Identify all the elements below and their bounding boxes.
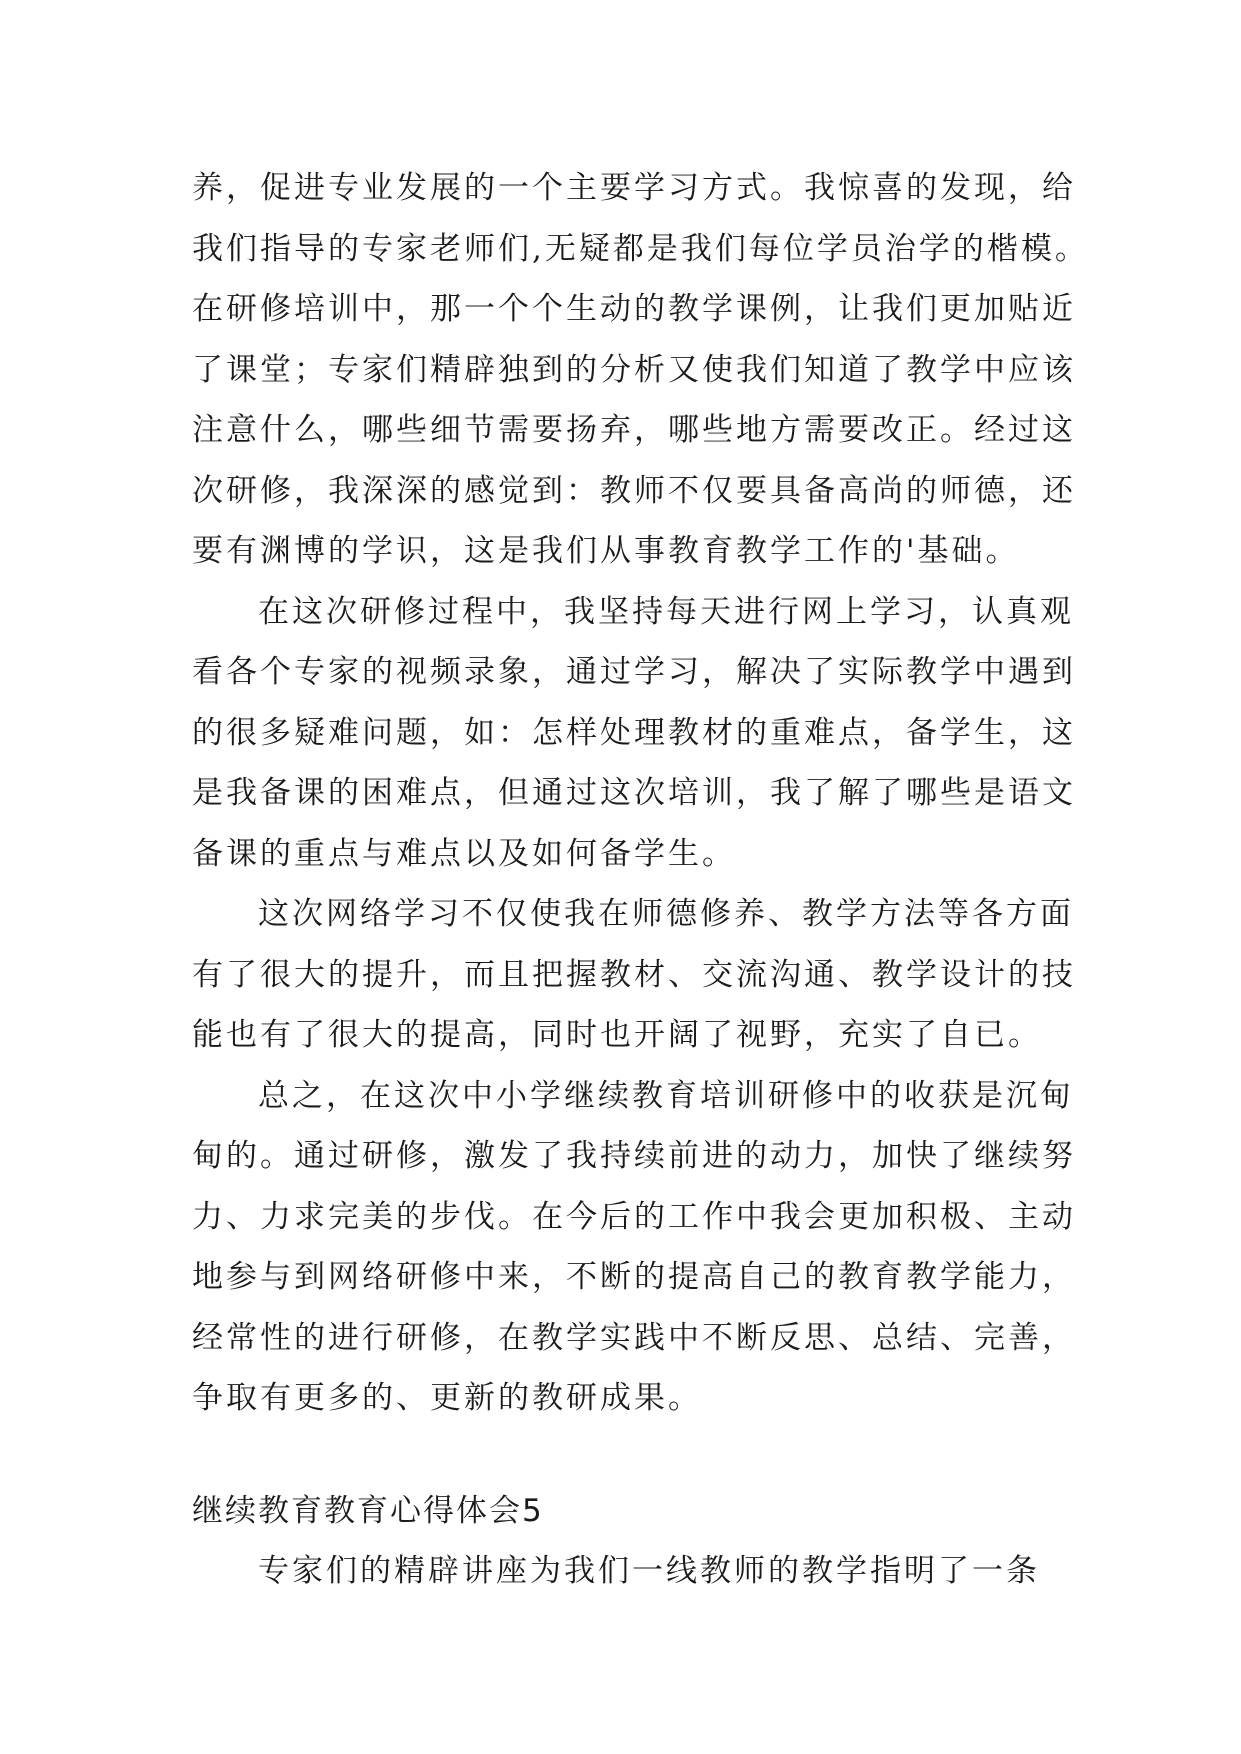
text-line: 经常性的进行研修，在教学实践中不断反思、总结、完善， xyxy=(192,1319,1076,1356)
text-line: 能也有了很大的提高，同时也开阔了视野，充实了自已。 xyxy=(192,1017,1042,1053)
text-line: 这次网络学习不仅使我在师德修养、教学方法等各方面 xyxy=(258,896,1074,932)
paragraph-5 xyxy=(192,1541,1092,1602)
document-body xyxy=(192,158,1092,1602)
text-line: 次研修，我深深的感觉到：教师不仅要具备高尚的师德，还 xyxy=(192,472,1076,509)
text-line: 看各个专家的视频录象，通过学习，解决了实际教学中遇到 xyxy=(192,654,1076,690)
text-line: 注意什么，哪些细节需要扬弃，哪些地方需要改正。经过这 xyxy=(192,412,1076,448)
text-line: 的很多疑难问题，如：怎样处理教材的重难点，备学生，这 xyxy=(192,714,1076,751)
text-line: 要有渊博的学识，这是我们从事教育教学工作的'基础。 xyxy=(192,533,1020,569)
text-line: 力、力求完美的步伐。在今后的工作中我会更加积极、主动 xyxy=(192,1198,1076,1235)
text-line: 了课堂；专家们精辟独到的分析又使我们知道了教学中应该 xyxy=(192,351,1076,388)
paragraph-continued xyxy=(192,158,1092,582)
text-line: 专家们的精辟讲座为我们一线教师的教学指明了一条 xyxy=(258,1553,1040,1589)
section-gap xyxy=(192,1429,1092,1481)
text-line: 总之，在这次中小学继续教育培训研修中的收获是沉甸 xyxy=(258,1077,1074,1114)
text-line: 甸的。通过研修，激发了我持续前进的动力，加快了继续努 xyxy=(192,1138,1076,1174)
text-line: 养，促进专业发展的一个主要学习方式。我惊喜的发现，给 xyxy=(192,170,1076,206)
text-line: 地参与到网络研修中来，不断的提高自己的教育教学能力， xyxy=(192,1259,1076,1295)
text-line: 在研修培训中，那一个个生动的教学课例，让我们更加贴近 xyxy=(192,291,1076,327)
text-line: 有了很大的提升，而且把握教材、交流沟通、教学设计的技 xyxy=(192,956,1076,993)
text-line: 争取有更多的、更新的教研成果。 xyxy=(192,1380,702,1416)
text-line: 在这次研修过程中，我坚持每天进行网上学习，认真观 xyxy=(258,593,1074,630)
paragraph-4 xyxy=(192,1066,1092,1429)
section-heading: 继续教育教育心得体会5 xyxy=(192,1492,544,1529)
text-line: 是我备课的困难点，但通过这次培训，我了解了哪些是语文 xyxy=(192,775,1076,811)
paragraph-2 xyxy=(192,582,1092,885)
text-line: 备课的重点与难点以及如何备学生。 xyxy=(192,835,736,872)
text-line: 我们指导的专家老师们,无疑都是我们每位学员治学的楷模。 xyxy=(192,230,1089,267)
paragraph-3 xyxy=(192,884,1092,1066)
